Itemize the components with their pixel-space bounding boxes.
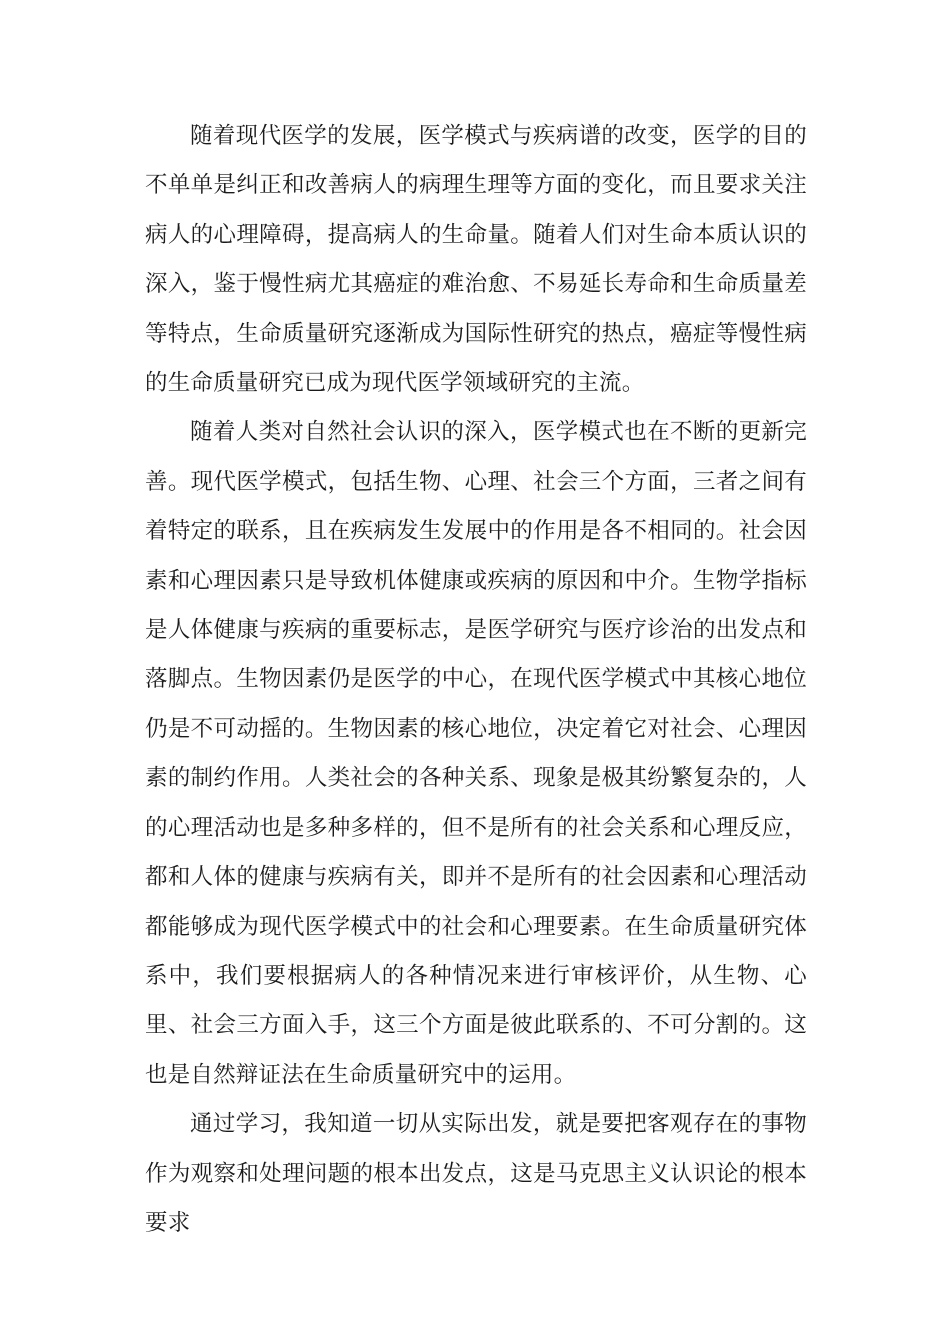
document-body xyxy=(145,112,807,1248)
paragraph-1: 随着现代医学的发展，医学模式与疾病谱的改变，医学的目的不单单是纠正和改善病人的病理生理等方面的变化，而且要求关注病人的心理障碍，提高病人的生命量。随着人们对生命本质认识的深入，鉴于慢性病尤其癌症的难治愈、不易延长寿命和生命质量差等特点，生命质量研究逐渐成为国际性研究的热点，癌症等慢性病的生命质量研究已成为现代医学领域研究的主流。 xyxy=(145,123,807,397)
paragraph-3: 通过学习，我知道一切从实际出发，就是要把客观存在的事物作为观察和处理问题的根本出发点，这是马克思主义认识论的根本要求 xyxy=(145,1111,807,1236)
paragraph-2: 随着人类对自然社会认识的深入，医学模式也在不断的更新完善。现代医学模式，包括生物、心理、社会三个方面，三者之间有着特定的联系，且在疾病发生发展中的作用是各不相同的。社会因素和心理因素只是导致机体健康或疾病的原因和中介。生物学指标是人体健康与疾病的重要标志，是医学研究与医疗诊治的出发点和落脚点。生物因素仍是医学的中心，在现代医学模式中其核心地位仍是不可动摇的。生物因素的核心地位，决定着它对社会、心理因素的制约作用。人类社会的各种关系、现象是极其纷繁复杂的，人的心理活动也是多种多样的，但不是所有的社会关系和心理反应，都和人体的健康与疾病有关，即并不是所有的社会因素和心理活动都能够成为现代医学模式中的社会和心理要素。在生命质量研究体系中，我们要根据病人的各种情况来进行审核评价，从生物、心里、社会三方面入手，这三个方面是彼此联系的、不可分割的。这也是自然辩证法在生命质量研究中的运用。 xyxy=(145,419,807,1088)
